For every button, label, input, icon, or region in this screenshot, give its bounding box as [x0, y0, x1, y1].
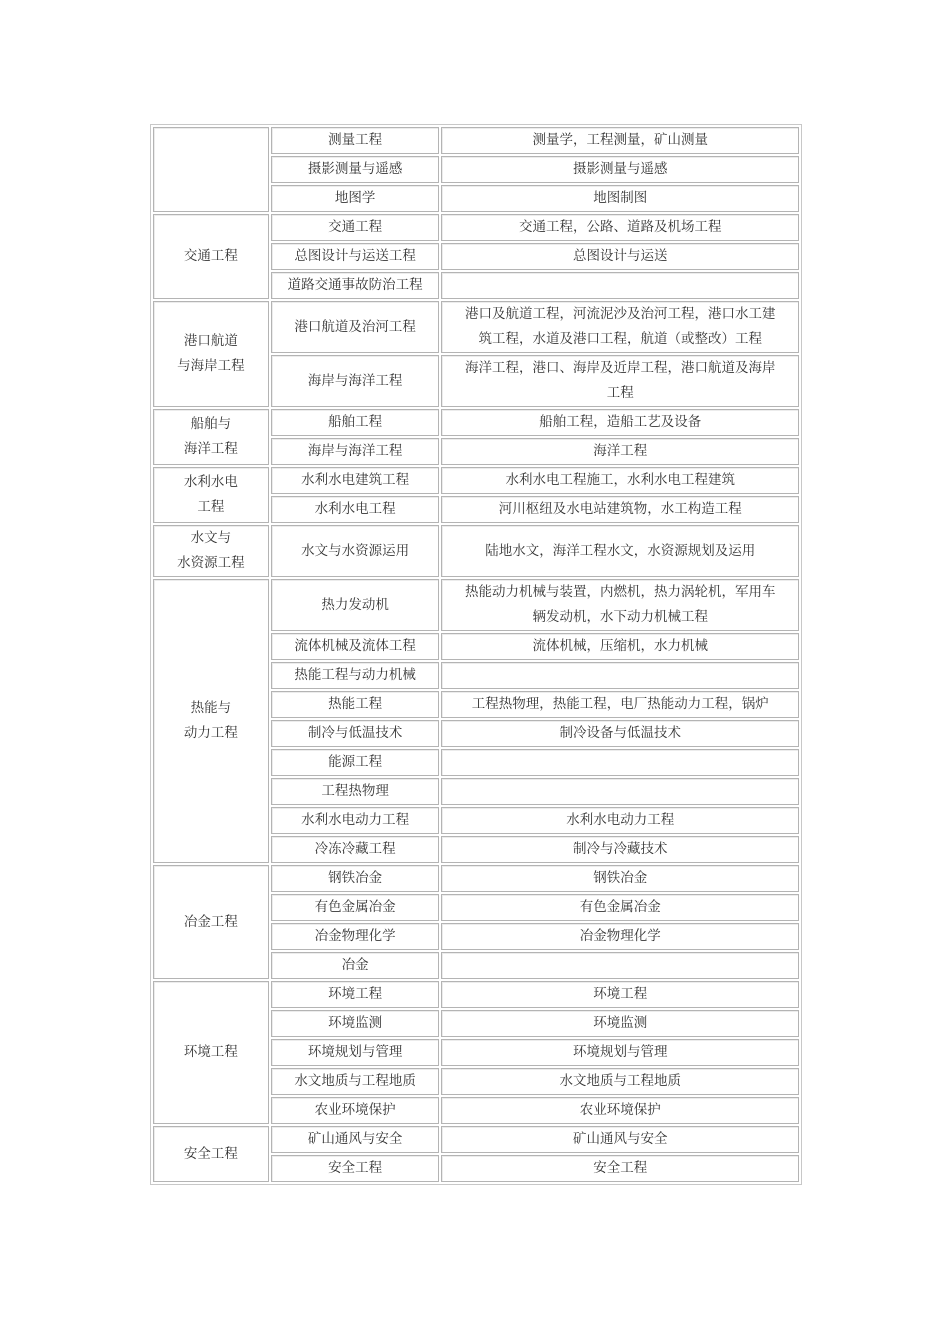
- sub-discipline-line: 流体机械，压缩机，水力机械: [532, 638, 708, 654]
- sub-discipline-line: 水文地质与工程地质: [559, 1073, 681, 1089]
- major-cell: 水利水电动力工程: [271, 807, 440, 834]
- category-line: 工程: [197, 499, 225, 515]
- sub-discipline-line: 海洋工程，港口、海岸及近岸工程，港口航道及海岸: [464, 360, 776, 376]
- major-cell: 港口航道及治河工程: [271, 301, 440, 353]
- sub-discipline-line: 有色金属冶金: [579, 899, 661, 915]
- category-cell: [153, 579, 269, 863]
- sub-discipline-cell: [441, 127, 799, 154]
- sub-discipline-line: 冶金物理化学: [579, 928, 661, 944]
- sub-discipline-cell: [441, 894, 799, 921]
- category-line: 港口航道: [183, 333, 238, 349]
- category-cell: [153, 409, 269, 465]
- category-cell: [153, 525, 269, 577]
- major-cell: 热能工程: [271, 691, 440, 718]
- sub-discipline-cell: [441, 720, 799, 747]
- sub-discipline-line: 交通工程，公路、道路及机场工程: [518, 219, 722, 235]
- sub-discipline-cell: [441, 272, 799, 299]
- major-cell: 制冷与低温技术: [271, 720, 440, 747]
- sub-discipline-line: 港口及航道工程，河流泥沙及治河工程，港口水工建: [464, 306, 776, 322]
- sub-discipline-cell: [441, 778, 799, 805]
- sub-discipline-cell: [441, 185, 799, 212]
- major-cell: 热能工程与动力机械: [271, 662, 440, 689]
- sub-discipline-line: 农业环境保护: [579, 1102, 661, 1118]
- sub-discipline-cell: [441, 923, 799, 950]
- major-cell: 海岸与海洋工程: [271, 355, 440, 407]
- major-cell: 热力发动机: [271, 579, 440, 631]
- major-cell: 水文地质与工程地质: [271, 1068, 440, 1095]
- table-row: [153, 981, 799, 1008]
- category-line: 热能与: [190, 700, 232, 716]
- category-line: 与海岸工程: [177, 358, 245, 374]
- major-cell: 交通工程: [271, 214, 440, 241]
- sub-discipline-line: 筑工程，水道及港口工程，航道（或整改）工程: [478, 331, 762, 347]
- sub-discipline-cell: [441, 691, 799, 718]
- category-line: 动力工程: [183, 725, 238, 741]
- major-cell: 农业环境保护: [271, 1097, 440, 1124]
- category-line: 船舶与: [190, 416, 232, 432]
- sub-discipline-cell: [441, 952, 799, 979]
- table-row: [153, 1126, 799, 1153]
- major-cell: 船舶工程: [271, 409, 440, 436]
- sub-discipline-cell: [441, 214, 799, 241]
- table-row: [153, 127, 799, 154]
- category-line: 安全工程: [183, 1145, 238, 1162]
- major-cell: 测量工程: [271, 127, 440, 154]
- category-cell: [153, 981, 269, 1124]
- category-cell: [153, 214, 269, 299]
- major-cell: 总图设计与运送工程: [271, 243, 440, 270]
- major-cell: 道路交通事故防治工程: [271, 272, 440, 299]
- sub-discipline-line: 矿山通风与安全: [572, 1131, 668, 1147]
- major-cell: 摄影测量与遥感: [271, 156, 440, 183]
- sub-discipline-line: 热能动力机械与装置，内燃机，热力涡轮机，军用车: [464, 584, 776, 600]
- major-cell: 环境监测: [271, 1010, 440, 1037]
- major-cell: 水利水电建筑工程: [271, 467, 440, 494]
- category-line: 环境工程: [183, 1044, 238, 1060]
- major-cell: 海岸与海洋工程: [271, 438, 440, 465]
- sub-discipline-line: 工程: [606, 385, 634, 401]
- category-cell: [153, 301, 269, 407]
- table-row: [153, 865, 799, 892]
- sub-discipline-cell: [441, 579, 799, 631]
- major-cell: 环境工程: [271, 981, 440, 1008]
- major-cell: 环境规划与管理: [271, 1039, 440, 1066]
- major-cell: 能源工程: [271, 749, 440, 776]
- sub-discipline-cell: [441, 633, 799, 660]
- sub-discipline-cell: [441, 865, 799, 892]
- major-cell: 矿山通风与安全: [271, 1126, 440, 1153]
- category-cell: [153, 865, 269, 979]
- major-cell: 流体机械及流体工程: [271, 633, 440, 660]
- major-cell: 冷冻冷藏工程: [271, 836, 440, 863]
- sub-discipline-line: 钢铁冶金: [593, 870, 648, 886]
- sub-discipline-line: 海洋工程: [593, 443, 648, 459]
- sub-discipline-cell: [441, 355, 799, 407]
- sub-discipline-line: 环境监测: [593, 1015, 648, 1031]
- category-line: 交通工程: [183, 248, 238, 264]
- sub-discipline-line: 水利水电动力工程: [566, 812, 675, 828]
- major-cell: 工程热物理: [271, 778, 440, 805]
- major-cell: 安全工程: [271, 1155, 440, 1182]
- sub-discipline-line: 总图设计与运送: [572, 248, 668, 264]
- category-cell: [153, 127, 269, 212]
- sub-discipline-cell: [441, 1155, 799, 1182]
- major-cell: 水利水电工程: [271, 496, 440, 523]
- sub-discipline-cell: [441, 1097, 799, 1124]
- major-cell: 钢铁冶金: [271, 865, 440, 892]
- sub-discipline-cell: [441, 1126, 799, 1153]
- major-cell: 冶金: [271, 952, 440, 979]
- sub-discipline-cell: [441, 301, 799, 353]
- sub-discipline-line: 安全工程: [593, 1160, 648, 1176]
- major-cell: 有色金属冶金: [271, 894, 440, 921]
- major-cell: 地图学: [271, 185, 440, 212]
- sub-discipline-cell: [441, 156, 799, 183]
- table-row: [153, 467, 799, 494]
- sub-discipline-cell: [441, 438, 799, 465]
- table-row: [153, 525, 799, 577]
- category-line: 冶金工程: [183, 913, 238, 930]
- sub-discipline-line: 环境规划与管理: [572, 1044, 668, 1060]
- sub-discipline-line: 陆地水文，海洋工程水文，水资源规划及运用: [485, 542, 756, 559]
- category-line: 水资源工程: [177, 555, 245, 571]
- sub-discipline-line: 工程热物理，热能工程，电厂热能动力工程，锅炉: [471, 696, 769, 712]
- category-cell: [153, 467, 269, 523]
- category-cell: [153, 1126, 269, 1182]
- sub-discipline-line: 船舶工程，造船工艺及设备: [539, 414, 702, 430]
- table-row: [153, 409, 799, 436]
- sub-discipline-cell: [441, 662, 799, 689]
- sub-discipline-cell: [441, 749, 799, 776]
- sub-discipline-cell: [441, 807, 799, 834]
- sub-discipline-line: 河川枢纽及水电站建筑物，水工构造工程: [498, 501, 742, 517]
- sub-discipline-line: 辆发动机，水下动力机械工程: [532, 609, 708, 625]
- category-line: 海洋工程: [183, 441, 238, 457]
- sub-discipline-cell: [441, 1039, 799, 1066]
- category-line: 水文与: [190, 530, 232, 546]
- major-cell: 冶金物理化学: [271, 923, 440, 950]
- table-row: [153, 214, 799, 241]
- sub-discipline-line: 地图制图: [593, 190, 648, 206]
- sub-discipline-cell: [441, 1010, 799, 1037]
- sub-discipline-cell: [441, 243, 799, 270]
- table-row: [153, 301, 799, 353]
- table-row: [153, 579, 799, 631]
- sub-discipline-cell: [441, 525, 799, 577]
- discipline-table: [150, 124, 802, 1185]
- sub-discipline-cell: [441, 981, 799, 1008]
- sub-discipline-line: 测量学，工程测量，矿山测量: [532, 132, 708, 148]
- sub-discipline-line: 环境工程: [593, 986, 648, 1002]
- sub-discipline-line: 摄影测量与遥感: [572, 161, 668, 177]
- sub-discipline-line: 制冷设备与低温技术: [559, 725, 681, 741]
- sub-discipline-cell: [441, 836, 799, 863]
- sub-discipline-cell: [441, 409, 799, 436]
- sub-discipline-cell: [441, 496, 799, 523]
- sub-discipline-line: 制冷与冷藏技术: [572, 841, 668, 857]
- sub-discipline-cell: [441, 1068, 799, 1095]
- sub-discipline-cell: [441, 467, 799, 494]
- category-line: 水利水电: [183, 474, 238, 490]
- sub-discipline-line: 水利水电工程施工，水利水电工程建筑: [505, 472, 735, 488]
- major-cell: 水文与水资源运用: [271, 525, 440, 577]
